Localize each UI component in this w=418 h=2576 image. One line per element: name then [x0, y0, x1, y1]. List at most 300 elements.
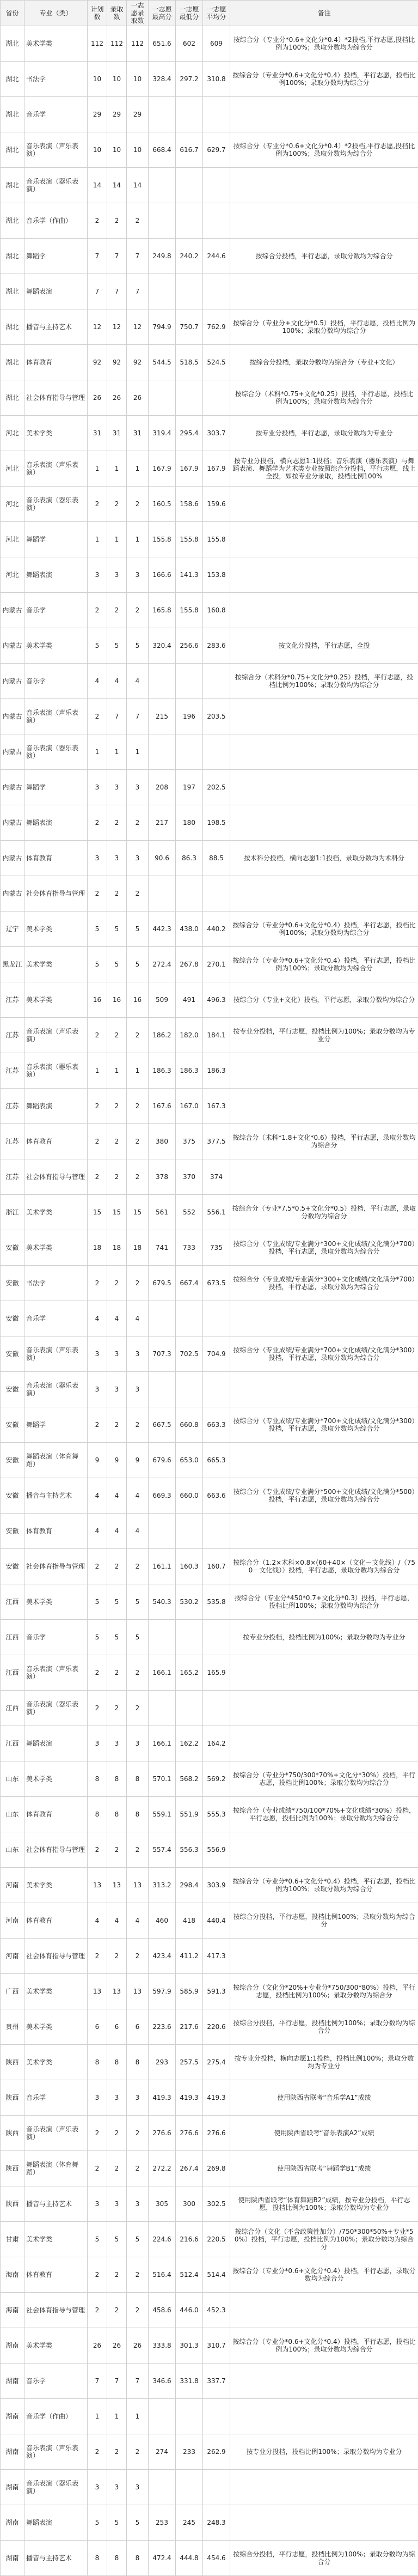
first-choice-count-cell: 18: [127, 1230, 149, 1266]
major-cell: 美术学类: [24, 628, 88, 664]
min-score-cell: 158.6: [176, 487, 203, 522]
province-cell: 河北: [1, 557, 24, 593]
first-choice-count-cell: 10: [127, 62, 149, 97]
admitted-count-cell: 1: [107, 451, 127, 487]
plan-count-cell: 5: [88, 628, 107, 664]
table-row: [1, 1053, 418, 1089]
admitted-count-cell: 4: [107, 1514, 127, 1549]
remark-cell: [230, 274, 418, 309]
province-cell: 内蒙古: [1, 876, 24, 912]
admitted-count-cell: 2: [107, 1266, 127, 1301]
admitted-count-cell: 2: [107, 1691, 127, 1726]
plan-count-cell: 2: [88, 1266, 107, 1301]
plan-count-cell: 2: [88, 699, 107, 734]
min-score-cell: 556.3: [176, 1832, 203, 1868]
province-cell: 江西: [1, 1655, 24, 1691]
avg-score-cell: 302.5: [203, 2186, 230, 2222]
plan-count-cell: 18: [88, 1230, 107, 1266]
max-score-cell: 215: [149, 699, 176, 734]
plan-count-cell: 12: [88, 309, 107, 345]
major-cell: 舞蹈表演: [24, 805, 88, 841]
plan-count-cell: 1: [88, 522, 107, 557]
remark-cell: 使用陕西省联考“音乐表演A2”成绩: [230, 2116, 418, 2151]
remark-cell: [230, 805, 418, 841]
avg-score-cell: 496.3: [203, 982, 230, 1018]
major-cell: 播音与主持艺术: [24, 1478, 88, 1514]
admitted-count-cell: 14: [107, 168, 127, 203]
remark-cell: [230, 1832, 418, 1868]
first-choice-count-cell: 2: [127, 805, 149, 841]
admitted-count-cell: 3: [107, 841, 127, 876]
province-cell: 江西: [1, 1620, 24, 1655]
remark-cell: 按专业分投档，投档比例100%；录取分数均为专业分: [230, 2434, 418, 2470]
first-choice-count-cell: 2: [127, 2434, 149, 2470]
plan-count-cell: 9: [88, 1443, 107, 1478]
table-row: [1, 2434, 418, 2470]
remark-cell: 按专业分投档，横向志愿1:1投档；音乐表演（器乐表演）与舞蹈表演、舞蹈学为艺术类专业按照综合分投档，平行志愿，线上全投，如按专业分录取，投档比例100%: [230, 451, 418, 487]
min-score-cell: 419.3: [176, 2080, 203, 2116]
max-score-cell: 516.4: [149, 2257, 176, 2293]
max-score-cell: 166.6: [149, 557, 176, 593]
table-row: [1, 1407, 418, 1443]
remark-cell: 按专业分投档，平行志愿，投档比例为100%；录取分数均为专业分: [230, 1018, 418, 1053]
min-score-cell: 217.6: [176, 2009, 203, 2045]
max-score-cell: 186.2: [149, 1018, 176, 1053]
major-cell: 书法学: [24, 62, 88, 97]
major-cell: 社会体育指导与管理: [24, 876, 88, 912]
min-score-cell: 155.8: [176, 522, 203, 557]
min-score-cell: 160.3: [176, 1549, 203, 1584]
first-choice-count-cell: 9: [127, 1443, 149, 1478]
admitted-count-cell: 2: [107, 2434, 127, 2470]
table-row: [1, 1230, 418, 1266]
major-cell: 舞蹈表演: [24, 1726, 88, 1761]
major-cell: 体育教育: [24, 841, 88, 876]
remark-cell: [230, 1691, 418, 1726]
avg-score-cell: 663.6: [203, 1478, 230, 1514]
avg-score-cell: 283.6: [203, 628, 230, 664]
remark-cell: 按综合分（术科分*0.75+文化分*0.25）投档，平行志愿，投档比例为100%；录取分数均为综合分: [230, 664, 418, 699]
remark-cell: [230, 557, 418, 593]
first-choice-count-cell: 13: [127, 1974, 149, 2009]
table-row: [1, 1761, 418, 1797]
plan-count-cell: 29: [88, 97, 107, 132]
remark-cell: 按综合分（文化分*20%+专业分*750/300*80%）投档，平行志愿，投档比例为100%；录取分数均为综合分: [230, 1974, 418, 2009]
plan-count-cell: 10: [88, 132, 107, 168]
min-score-cell: 660.8: [176, 1407, 203, 1443]
first-choice-count-cell: 4: [127, 1301, 149, 1336]
major-cell: 音乐表演（声乐表演）: [24, 1018, 88, 1053]
min-score-cell: 491: [176, 982, 203, 1018]
remark-cell: [230, 97, 418, 132]
province-cell: 河南: [1, 1868, 24, 1903]
admitted-count-cell: 2: [107, 1124, 127, 1159]
province-cell: 湖南: [1, 2328, 24, 2364]
admitted-count-cell: 3: [107, 2186, 127, 2222]
remark-cell: 按综合分（专业成绩/专业满分*500+文化成绩/文化满分*500）投档，平行志愿，录取分数均为综合分: [230, 1478, 418, 1514]
table-row: [1, 1301, 418, 1336]
table-row: [1, 2186, 418, 2222]
avg-score-cell: 160.8: [203, 593, 230, 628]
plan-count-cell: 2: [88, 1124, 107, 1159]
first-choice-count-cell: 3: [127, 2186, 149, 2222]
first-choice-count-cell: 2: [127, 1691, 149, 1726]
remark-cell: 按综合分（专业+文化）投档，平行志愿，录取分数均为综合分: [230, 982, 418, 1018]
remark-cell: 按术科分投档，横向志愿1:1投档，录取分数均为术科分: [230, 841, 418, 876]
table-row: [1, 1691, 418, 1726]
min-score-cell: 256.6: [176, 628, 203, 664]
max-score-cell: [149, 168, 176, 203]
header-province: 省份: [1, 1, 24, 26]
plan-count-cell: 2: [88, 2116, 107, 2151]
major-cell: 社会体育指导与管理: [24, 2293, 88, 2328]
min-score-cell: 141.3: [176, 557, 203, 593]
province-cell: 江苏: [1, 1018, 24, 1053]
first-choice-count-cell: 2: [127, 2116, 149, 2151]
major-cell: 音乐表演（器乐表演）: [24, 2470, 88, 2505]
min-score-cell: 180: [176, 805, 203, 841]
min-score-cell: 733: [176, 1230, 203, 1266]
admitted-count-cell: 5: [107, 912, 127, 947]
header-row: [1, 1, 418, 26]
plan-count-cell: 92: [88, 345, 107, 380]
major-cell: 美术学类: [24, 26, 88, 62]
province-cell: 江西: [1, 1584, 24, 1620]
admitted-count-cell: 3: [107, 1372, 127, 1407]
table-row: [1, 1266, 418, 1301]
admitted-count-cell: 8: [107, 1797, 127, 1832]
first-choice-count-cell: 6: [127, 2009, 149, 2045]
table-row: [1, 203, 418, 239]
major-cell: 舞蹈表演（体育舞蹈）: [24, 2151, 88, 2186]
admitted-count-cell: 29: [107, 97, 127, 132]
province-cell: 江苏: [1, 982, 24, 1018]
major-cell: 书法学: [24, 1266, 88, 1301]
major-cell: 播音与主持艺术: [24, 309, 88, 345]
min-score-cell: [176, 734, 203, 770]
min-score-cell: 375: [176, 1124, 203, 1159]
plan-count-cell: 3: [88, 2186, 107, 2222]
avg-score-cell: 203.5: [203, 699, 230, 734]
min-score-cell: 512.4: [176, 2257, 203, 2293]
avg-score-cell: 159.6: [203, 487, 230, 522]
first-choice-count-cell: 31: [127, 416, 149, 451]
table-row: [1, 876, 418, 912]
avg-score-cell: 303.9: [203, 1868, 230, 1903]
avg-score-cell: [203, 1691, 230, 1726]
avg-score-cell: 198.5: [203, 805, 230, 841]
max-score-cell: 707.3: [149, 1336, 176, 1372]
plan-count-cell: 8: [88, 2541, 107, 2576]
avg-score-cell: 374: [203, 1159, 230, 1195]
min-score-cell: 196: [176, 699, 203, 734]
remark-cell: [230, 2399, 418, 2434]
admitted-count-cell: 2: [107, 593, 127, 628]
plan-count-cell: 3: [88, 1336, 107, 1372]
province-cell: 安徽: [1, 1266, 24, 1301]
min-score-cell: [176, 2470, 203, 2505]
plan-count-cell: 3: [88, 841, 107, 876]
major-cell: 音乐学（作曲）: [24, 203, 88, 239]
table-row: [1, 912, 418, 947]
first-choice-count-cell: 16: [127, 982, 149, 1018]
min-score-cell: 530.2: [176, 1584, 203, 1620]
admitted-count-cell: 13: [107, 1974, 127, 2009]
province-cell: 江苏: [1, 1124, 24, 1159]
province-cell: 内蒙古: [1, 593, 24, 628]
admitted-count-cell: 3: [107, 2470, 127, 2505]
min-score-cell: 702.5: [176, 1336, 203, 1372]
major-cell: 音乐表演（声乐表演）: [24, 451, 88, 487]
remark-cell: [230, 168, 418, 203]
avg-score-cell: 609: [203, 26, 230, 62]
major-cell: 美术学类: [24, 1195, 88, 1230]
province-cell: 陕西: [1, 2045, 24, 2080]
admitted-count-cell: 1: [107, 734, 127, 770]
remark-cell: 按综合分投档，平行志愿，录取分数均为综合分: [230, 239, 418, 274]
max-score-cell: 274: [149, 2434, 176, 2470]
avg-score-cell: 663.3: [203, 1407, 230, 1443]
avg-score-cell: 735: [203, 1230, 230, 1266]
province-cell: 山东: [1, 1797, 24, 1832]
province-cell: 江苏: [1, 1159, 24, 1195]
min-score-cell: [176, 168, 203, 203]
avg-score-cell: 665.3: [203, 1443, 230, 1478]
max-score-cell: 167.6: [149, 1089, 176, 1124]
plan-count-cell: 3: [88, 2470, 107, 2505]
table-row: [1, 416, 418, 451]
major-cell: 美术学类: [24, 982, 88, 1018]
plan-count-cell: 4: [88, 1514, 107, 1549]
table-row: [1, 97, 418, 132]
remark-cell: [230, 770, 418, 805]
max-score-cell: 160.5: [149, 487, 176, 522]
first-choice-count-cell: 5: [127, 947, 149, 982]
avg-score-cell: [203, 2399, 230, 2434]
plan-count-cell: 2: [88, 2257, 107, 2293]
max-score-cell: [149, 203, 176, 239]
max-score-cell: 651.6: [149, 26, 176, 62]
table-row: [1, 487, 418, 522]
table-row: [1, 2399, 418, 2434]
table-row: [1, 664, 418, 699]
max-score-cell: [149, 1514, 176, 1549]
province-cell: 江西: [1, 1726, 24, 1761]
major-cell: 音乐学: [24, 2080, 88, 2116]
table-row: [1, 2364, 418, 2399]
province-cell: 内蒙古: [1, 699, 24, 734]
plan-count-cell: 8: [88, 1761, 107, 1797]
admitted-count-cell: 5: [107, 2505, 127, 2541]
admitted-count-cell: 5: [107, 1584, 127, 1620]
admitted-count-cell: 2: [107, 1407, 127, 1443]
plan-count-cell: 2: [88, 1018, 107, 1053]
table-row: [1, 2009, 418, 2045]
major-cell: 音乐表演（声乐表演）: [24, 1336, 88, 1372]
first-choice-count-cell: 8: [127, 2045, 149, 2080]
admitted-count-cell: 8: [107, 2541, 127, 2576]
admitted-count-cell: 5: [107, 1620, 127, 1655]
province-cell: 湖南: [1, 2434, 24, 2470]
remark-cell: [230, 593, 418, 628]
avg-score-cell: [203, 1372, 230, 1407]
max-score-cell: 320.4: [149, 628, 176, 664]
remark-cell: [230, 1655, 418, 1691]
max-score-cell: 319.4: [149, 416, 176, 451]
table-row: [1, 2257, 418, 2293]
province-cell: 内蒙古: [1, 734, 24, 770]
remark-cell: 使用陕西省联考“体育舞蹈B2”成绩，按专业分投档，平行志愿，投档比例为100%；录取分数均为专业分: [230, 2186, 418, 2222]
remark-cell: 按综合分（专业分+文化分*0.5）投档，平行志愿，投档比例为100%；录取分数均为综合分: [230, 309, 418, 345]
table-row: [1, 2541, 418, 2576]
remark-cell: [230, 1443, 418, 1478]
remark-cell: [230, 2364, 418, 2399]
table-row: [1, 522, 418, 557]
major-cell: 播音与主持艺术: [24, 2541, 88, 2576]
table-row: [1, 1443, 418, 1478]
major-cell: 美术学类: [24, 1761, 88, 1797]
table-row: [1, 2293, 418, 2328]
max-score-cell: 253: [149, 2505, 176, 2541]
admitted-count-cell: 2: [107, 1549, 127, 1584]
remark-cell: 按综合分（专业分*750/300*70%+文化分*30%）投档，平行志愿，投档比例100%；录取分数均为综合分: [230, 1761, 418, 1797]
province-cell: 湖南: [1, 2470, 24, 2505]
avg-score-cell: 673.5: [203, 1266, 230, 1301]
max-score-cell: 378: [149, 1159, 176, 1195]
remark-cell: 使用陕西省联考“音乐学A1”成绩: [230, 2080, 418, 2116]
major-cell: 体育教育: [24, 1124, 88, 1159]
major-cell: 舞蹈表演: [24, 1089, 88, 1124]
plan-count-cell: 15: [88, 1195, 107, 1230]
province-cell: 广西: [1, 1974, 24, 2009]
plan-count-cell: 2: [88, 487, 107, 522]
province-cell: 湖北: [1, 97, 24, 132]
major-cell: 美术学类: [24, 1868, 88, 1903]
avg-score-cell: 337.7: [203, 2364, 230, 2399]
min-score-cell: 750.7: [176, 309, 203, 345]
avg-score-cell: 440.2: [203, 912, 230, 947]
admitted-count-cell: 2: [107, 1018, 127, 1053]
admitted-count-cell: 8: [107, 2045, 127, 2080]
province-cell: 安徽: [1, 1230, 24, 1266]
province-cell: 陕西: [1, 2116, 24, 2151]
table-row: [1, 2505, 418, 2541]
table-row: [1, 1195, 418, 1230]
admitted-count-cell: 2: [107, 2293, 127, 2328]
remark-cell: 使用陕西省联考“舞蹈学B1”成绩: [230, 2151, 418, 2186]
avg-score-cell: 310.7: [203, 2328, 230, 2364]
province-cell: 江西: [1, 1691, 24, 1726]
table-row: [1, 1868, 418, 1903]
first-choice-count-cell: 8: [127, 1761, 149, 1797]
avg-score-cell: [203, 2470, 230, 2505]
admitted-count-cell: 92: [107, 345, 127, 380]
province-cell: 江苏: [1, 1089, 24, 1124]
province-cell: 湖南: [1, 2505, 24, 2541]
max-score-cell: [149, 2399, 176, 2434]
remark-cell: [230, 487, 418, 522]
plan-count-cell: 2: [88, 1655, 107, 1691]
admitted-count-cell: 2: [107, 2151, 127, 2186]
province-cell: 河北: [1, 416, 24, 451]
avg-score-cell: 167.9: [203, 451, 230, 487]
major-cell: 舞蹈学: [24, 770, 88, 805]
max-score-cell: [149, 734, 176, 770]
avg-score-cell: 524.5: [203, 345, 230, 380]
table-row: [1, 168, 418, 203]
first-choice-count-cell: 1: [127, 451, 149, 487]
table-row: [1, 62, 418, 97]
max-score-cell: 380: [149, 1124, 176, 1159]
first-choice-count-cell: 5: [127, 912, 149, 947]
avg-score-cell: 160.7: [203, 1549, 230, 1584]
province-cell: 内蒙古: [1, 841, 24, 876]
min-score-cell: [176, 203, 203, 239]
avg-score-cell: 419.3: [203, 2080, 230, 2116]
min-score-cell: 667.4: [176, 1266, 203, 1301]
first-choice-count-cell: 3: [127, 841, 149, 876]
max-score-cell: 669.3: [149, 1478, 176, 1514]
admitted-count-cell: 2: [107, 1159, 127, 1195]
major-cell: 体育教育: [24, 345, 88, 380]
major-cell: 舞蹈学: [24, 522, 88, 557]
max-score-cell: 540.3: [149, 1584, 176, 1620]
major-cell: 美术学类: [24, 2045, 88, 2080]
admitted-count-cell: 3: [107, 1336, 127, 1372]
major-cell: 音乐学: [24, 664, 88, 699]
min-score-cell: 518.5: [176, 345, 203, 380]
province-cell: 海南: [1, 2293, 24, 2328]
remark-cell: 按综合分（专业成绩/专业满分*700+文化成绩/文化满分*300）投档，平行志愿，录取分数均为综合分: [230, 1336, 418, 1372]
avg-score-cell: 248.3: [203, 2505, 230, 2541]
table-row: [1, 1655, 418, 1691]
province-cell: 湖北: [1, 345, 24, 380]
max-score-cell: 423.4: [149, 1939, 176, 1974]
first-choice-count-cell: 112: [127, 26, 149, 62]
plan-count-cell: 3: [88, 2080, 107, 2116]
major-cell: 社会体育指导与管理: [24, 380, 88, 416]
first-choice-count-cell: 7: [127, 239, 149, 274]
plan-count-cell: 6: [88, 2009, 107, 2045]
plan-count-cell: 2: [88, 1549, 107, 1584]
avg-score-cell: [203, 1301, 230, 1336]
admitted-count-cell: 31: [107, 416, 127, 451]
plan-count-cell: 14: [88, 168, 107, 203]
max-score-cell: 597.9: [149, 1974, 176, 2009]
remark-cell: [230, 734, 418, 770]
min-score-cell: 257.5: [176, 2045, 203, 2080]
province-cell: 安徽: [1, 1301, 24, 1336]
admitted-count-cell: 2: [107, 487, 127, 522]
first-choice-count-cell: 15: [127, 1195, 149, 1230]
first-choice-count-cell: 2: [127, 876, 149, 912]
first-choice-count-cell: 3: [127, 2470, 149, 2505]
remark-cell: 按综合分（专业分*0.6+文化分*0.4）投档，平行志愿，投档比例为100%；录取分数均为综合分: [230, 1868, 418, 1903]
avg-score-cell: 155.8: [203, 522, 230, 557]
table-row: [1, 699, 418, 734]
max-score-cell: 472.4: [149, 2541, 176, 2576]
min-score-cell: [176, 1372, 203, 1407]
province-cell: 浙江: [1, 1195, 24, 1230]
max-score-cell: 186.3: [149, 1053, 176, 1089]
min-score-cell: 216.6: [176, 2222, 203, 2257]
first-choice-count-cell: 3: [127, 1336, 149, 1372]
first-choice-count-cell: 2: [127, 203, 149, 239]
remark-cell: 按综合分（专业成绩/专业满分*300+文化成绩/文化满分*700）投档，平行志愿，录取分数均为综合分: [230, 1230, 418, 1266]
admitted-count-cell: 1: [107, 2399, 127, 2434]
min-score-cell: 86.3: [176, 841, 203, 876]
first-choice-count-cell: 2: [127, 1266, 149, 1301]
